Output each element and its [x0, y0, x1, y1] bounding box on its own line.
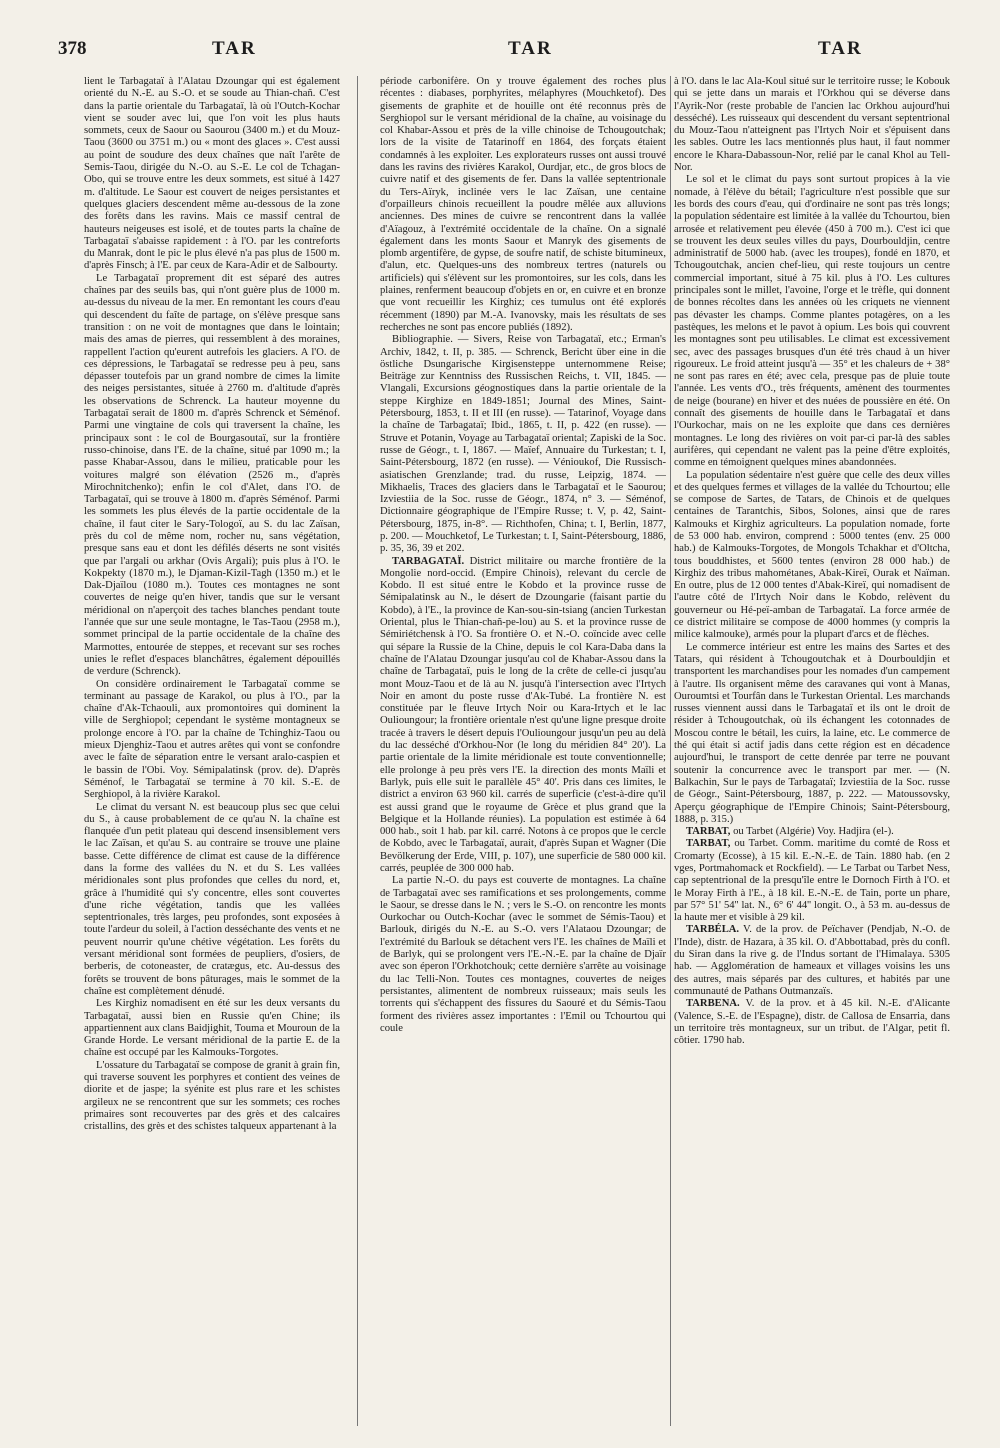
running-head-center: TAR [508, 38, 553, 59]
entry-headword: TARBENA. [686, 998, 740, 1010]
paragraph-text: L'ossature du Tarbagataï se compose de granit à grain fin, qui traverse souvent les porphyres et contient des veines de diorite et de jaspe; la syénite est plus rare et les schistes argileux ne se rencontrent que sur les sommets; ces roches primaires sont recouvertes par des grès et des calcaires cristallins, des grès et des schistes talqueux appartenant à la [84, 1059, 340, 1133]
paragraph [84, 76, 340, 273]
paragraph [380, 76, 666, 334]
paragraph-text: Le commerce intérieur est entre les mains des Sartes et des Tatars, qui résident à Tchougoutchak et à Dourbouldjin et transportent les marchandises pour les nomades d'un campement à l'autre. Ils organisent même des caravanes qui vont à Manas, Ouroumtsi et Tourfân dans le Turkestan Oriental. Les marchands russes viennent aussi dans le Tarbagataï et ils ont le droit de résider à Tchougoutchak, où ils échangent les cotonnades de Moscou contre le bétail, les cuirs, la laine, etc. Le commerce de thé qui était si actif jadis dans cette région est en décadence aujourd'hui, le transport de cette denrée par terre ne pouvant soutenir la concurrence avec le transport par mer. — (N. Balkachin, Sur le pays de Tarbagataï; Izviestiia de la Soc. russe de Géogr., Saint-Pétersbourg, 1887, p. 222. — Matoussovsky, Aperçu géographique de l'Empire Chinois; Saint-Pétersbourg, 1888, p. 315.) [674, 641, 950, 825]
paragraph-text: La partie N.-O. du pays est couverte de montagnes. La chaîne de Tarbagataï avec ses ramifications et ses prolongements, comme le Saour, se dresse dans le N. ; vers le S.-O. on rencontre les monts Ourkochar ou Outch-Kochar (avec le sommet de Sémis-Taou) et Barlouk, dirigés du N.-E. au S.-O. vers l'Alataou Dzoungar; de l'extrémité du Barlouk se détachent vers l'E. les chaînes de Maïli et de Barlyk, qui se prolongent vers l'E.-N.-E. par la chaîne de Djaïr avec son éperon l'Orkhotchouk; cette dernière s'arrête au voisinage du lac Telli-Non. Toutes ces montagnes, couvertes de neiges persistantes, alimentent de nombreux ruisseaux; mais seuls les torrents qui s'échappent des fissures du Saouré et du Sémis-Taou forment des rivières assez importantes : l'Emil ou Tchourtou qui coule [380, 875, 666, 1034]
entry-headword: TARBAGATAÏ. [392, 555, 465, 567]
paragraph-text: La population sédentaire n'est guère que celle des deux villes et des quelques fermes et villages de la vallée du Tchourtou; elle se compose de Sartes, de Tatars, de Chinois et de quelques centaines de Tarantchis, Sibos, Solones, ainsi que de rares Kalmouks et Kirghiz agriculteurs. La population nomade, forte de 53 000 hab. environ, comprend : 5000 tentes (env. 25 000 hab.) de Kalmouks-Torgotes, de Mongols Tchakhar et d'Oltcha, tous bouddhistes, et 5600 tentes (environ 28 000 hab.) de Kirghiz des tribus mahométanes, Abak-Kireï, Ourak et Naïman. En outre, plus de 12 000 tentes d'Abak-Kireï, qui nomadisent de l'autre côté de l'Irtych Noir dans le Kobdo, relèvent du gouverneur ou Hé-peï-amban de Tarbagataï. La force armée de ce district militaire se compose de 4000 hommes (y compris la milice kalmouke), armés pour la plupart d'arcs et de flèches. [674, 469, 950, 641]
page-header [0, 38, 1000, 68]
paragraph-text: Le climat du versant N. est beaucoup plus sec que celui du S., à cause probablement de ce qu'au N. la chaîne est flanquée d'un petit plateau qui descend insensiblement vers le lac Zaïsan, et qu'au S. au contraire se trouve une plaine basse. Cette différence de climat est cause de la différence dans la forme des vallées du N. et du S. Les vallées méridionales sont plus profondes que celles du nord, et, grâce à l'humidité qui s'y concentre, elles sont couvertes d'une riche végétation, tandis que les vallées septentrionales, très larges, peu profondes, sont exposées à toute l'ardeur du soleil, à l'action desséchante des vents et ne peuvent nourrir qu'une chétive végétation. Les forêts du versant méridional sont formées de peupliers, d'osiers, de berberis, de cotoneaster, de cratægus, etc. Au-dessus des forêts se trouvent de bons pâturages, mais le sommet de la chaîne est complètement dénudé. [84, 801, 340, 997]
paragraph [84, 1060, 340, 1134]
paragraph [674, 470, 950, 642]
text-column-2 [380, 76, 666, 1426]
paragraph-text: On considère ordinairement le Tarbagataï comme se terminant au passage de Karakol, ou plus à l'O., par la chaîne d'Ak-Tchaouli, aux promontoires qui dominent la ville de Serghiopol; cependant le système montagneux se prolonge encore à l'O. par la chaîne de Tchinghiz-Taou ou mieux Djenghiz-Taou et autres arêtes qui vont se confondre avec le faîte de séparation entre le versant aralo-caspien et le bassin de l'Obi. Voy. Sémipalatinsk (prov. de). D'après Séménof, le Tarbagataï se termine à 70 kil. S.-E. de Serghiopol, à la rivière Karakol. [84, 678, 340, 801]
entry-headword: TARBÉLA. [686, 924, 740, 936]
paragraph-text: période carbonifère. On y trouve également des roches plus récentes : diabases, porphyrites, mélaphyres (Mouchketof). Des gisements de graphite et de houille ont été reconnus près de Serghiopol sur le versant méridional de la chaîne, au voisinage du col Khabar-Assou et près de la ville chinoise de Tchougoutchak; lors de la visite de Tatarinoff en 1864, des forçats étaient condamnés à les exploiter. Les explorateurs russes ont aussi trouvé dans les ravins des rivières Karakol, Ourdjar, etc., de gros blocs de cuivre natif et des gisements de fer. Dans la vallée septentrionale du Ters-Aïryk, inclinée vers le lac Zaïsan, une centaine d'orpailleurs chinois recueillent la poudre mêlée aux alluvions anciennes. Des mines de cuivre se rencontrent dans la vallée d'Aïagouz, à l'extrémité occidentale de la chaîne. On a signalé également dans les monts Saour et Manryk des gisements de plomb argentifère, de gypse, de soufre natif, de schiste bitumineux, d'alun, etc. Quelques-uns des nombreux tertres (naturels ou artificiels) qui s'élèvent sur les promontoires, sur les cols, dans les plaines, renferment beaucoup d'objets en or, en cuivre et en bronze que vont recueillir les Kirghiz; ces tumulus ont été explorés récemment (1890) par M.-A. Ivanovsky, mais les résultats de ses recherches ne sont pas encore publiés (1892). [380, 76, 666, 333]
dictionary-entry [674, 924, 950, 998]
paragraph-text: Les Kirghiz nomadisent en été sur les deux versants du Tarbagataï, aussi bien en Russie qu'en Chine; ils appartiennent aux clans Baidjighit, Touma et Mouroun de la Grande Horde. Le versant méridional de la partie E. de la chaîne est occupé par les Kalmouks-Torgotes. [84, 998, 340, 1059]
paragraph [84, 273, 340, 679]
dictionary-entry [674, 838, 950, 924]
paragraph-text: ou Tarbet. Comm. maritime du comté de Ross et Cromarty (Ecosse), à 15 kil. E.-N.-E. de Tain. 1880 hab. (en 2 vges, Portmahomack et Rockfield). — Le Tarbat ou Tarbet Ness, cap septentrional de la presqu'île entre le Dornoch Firth à l'O. et le Moray Firth à l'E., à 18 kil. E.-N.-E. de Tain, porte un phare, par 57° 51' 54'' lat. N., 6° 6' 44'' longit. O., à 53 m. au-dessus de la haute mer et visible à 29 kil. [674, 838, 950, 924]
entry-headword: TARBAT, [686, 826, 731, 838]
paragraph-text: ou Tarbet (Algérie) Voy. Hadjira (el-). [730, 826, 894, 838]
paragraph [674, 174, 950, 469]
column-divider [670, 76, 671, 1426]
paragraph [84, 998, 340, 1059]
paragraph [380, 334, 666, 555]
paragraph-text: Bibliographie. — Sivers, Reise von Tarbagataï, etc.; Erman's Archiv, 1842, t. II, p. 385. — Schrenck, Bericht über eine in die östliche Dsungarische Kirgisensteppe unternommene Reise; Beiträge zur Kenntniss des Russischen Reichs, t. VII, 1845. — Vlangali, Excursions géognostiques dans la partie orientale de la steppe Kirghize en 1849-1851; Journal des Mines, Saint-Pétersbourg, 1853, t. II et III (en russe). — Tatarinof, Voyage dans la chaîne de Tarbagataï; Ibid., 1865, t. II, p. 422 (en russe). — Struve et Potanin, Voyage au Tarbagataï oriental; Zapiski de la Soc. russe de Géogr., t. I, 1867. — Maïef, Annuaire du Turkestan; t. I, Saint-Pétersbourg, 1872 (en russe). — Vénioukof, Die Russisch-asiatischen Grenzlande; trad. du russe, Leipzig, 1874. — Mikhaelis, Traces des glaciers dans le Tarbagataï et le Saourou; Izviestiia de la Soc. russe de Géogr., 1874, n° 3. — Séménof, Dictionnaire géographique de l'Empire Russe; t. V, p. 42, Saint-Pétersbourg, 1875, in-8°. — Richthofen, China; t. I, Berlin, 1877, p. 200. — Mouchketof, Le Turkestan; t. I, Saint-Pétersbourg, 1886, p. 35, 36, 39 et 202. [380, 334, 666, 555]
dictionary-entry [674, 826, 950, 838]
paragraph [84, 679, 340, 802]
paragraph [380, 875, 666, 1035]
page-number: 378 [58, 38, 87, 59]
text-column-1 [84, 76, 340, 1426]
paragraph [674, 76, 950, 174]
paragraph-text: Le Tarbagataï proprement dit est séparé des autres chaînes par des seuils bas, qui n'ont guère plus de 1000 m. au-dessus du niveau de la mer. En remontant les cours d'eau qui descendent du faîte de partage, on s'élève presque sans transition : on ne voit de montagnes que dans le lointain; mais des amas de pierres, qui ressemblent à des moraines, rappellent l'action qu'eurent autrefois les glaciers. A l'O. de ces dépressions, le Tarbagataï se redresse peu à peu, sans dépasser toutefois par un grand nombre de cimes la limite des neiges persistantes, située à 2760 m. d'altitude d'après les observations de Schrenck. La hauteur moyenne du Tarbagataï serait de 1800 m. d'après Schrenck et Séménof. Parmi une vingtaine de cols qui traversent la chaîne, les principaux sont : le col de Bourgasoutaï, sur la frontière russo-chinoise, dans l'E. de la chaîne, situé par 1090 m.; la passe Khabar-Assou, dans le milieu, praticable pour les voitures malgré son élévation (2526 m., d'après Mirochnitchenko); enfin le col d'Alet, dans l'O. de Tarbagataï, qui se trouve à 1800 m. d'après Séménof. Parmi les sommets les plus élevés de la partie occidentale de la chaîne, il faut citer le Sary-Tologoï, au S. du lac Zaïsan, près du col de même nom, rocher nu, sans végétation, presque sans eau et dont les défilés déserts ne sont visités que par l'argali ou arkhar (Ovis Argali); puis plus à l'O. le Kokpekty (1870 m.), le Djaman-Kizil-Tagh (1350 m.) et le Dak-Djaïlou (1080 m.). Toutes ces montagnes ne sont couvertes de neige qu'en hiver, tandis que sur le versant méridional on n'aperçoit des taches blanches pendant toute l'année que sur une seule montagne, le Tas-Taou (2958 m.), sommet principal de la partie occidentale de la chaîne des Marmottes, entourée de steppes, et recevant sur ses roches unies le reflet d'espaces blanchâtres, également dépouillés de verdure (Schrenck). [84, 272, 340, 678]
dictionary-entry [674, 998, 950, 1047]
paragraph-text: à l'O. dans le lac Ala-Koul situé sur le territoire russe; le Kobouk qui se jette dans un marais et l'Orkhou qui se déverse dans l'Ayrik-Nor (reste probable de l'ancien lac Orkhou aujourd'hui desséché). Les ruisseaux qui descendent du versant septentrional du Mouz-Taou n'atteignent pas l'Irtych Noir et s'épuisent dans les sables. Outre les lacs mentionnés plus haut, il faut nommer encore le Khara-Dabassoun-Nor, relié par le canal Khol au Tell-Nor. [674, 76, 950, 174]
text-column-3 [674, 76, 950, 1426]
column-divider [357, 76, 358, 1426]
dictionary-entry [380, 556, 666, 876]
running-head-left: TAR [212, 38, 257, 59]
paragraph-text: V. de la prov. de Peïchaver (Pendjab, N.-O. de l'Inde), distr. de Hazara, à 35 kil. O. d'Abbottabad, près du confl. du Siran dans la rive g. de l'Indus sortant de l'Himalaya. 5305 hab. — Agglomération de hameaux et villages voisins les uns des autres, mais séparés par des cultures, et habités par une communauté de Pathans Outmanzaïs. [674, 924, 950, 997]
entry-headword: TARBAT, [686, 838, 731, 850]
running-head-right: TAR [818, 38, 863, 59]
paragraph-text: Le sol et le climat du pays sont surtout propices à la vie nomade, à l'élève du bétail; l'agriculture n'est possible que sur les bords des cours d'eau, qui d'ordinaire ne sont pas très longs; la population sédentaire est limitée à la vallée du Tchourtou, bien arrosée et relativement peu élevée (450 à 700 m.). C'est ici que se trouvent les deux seules villes du pays, Dourbouldjin, centre administratif de 5000 hab. (avec les troupes), fondé en 1870, et Tchougoutchak, ancien chef-lieu, qui reste toujours un centre commercial important, situé à 75 kil. plus à l'O. Les cultures principales sont le millet, l'avoine, l'orge et le trèfle, qui donnent de bonnes récoltes dans les années où les criquets ne viennent pas dévaster les champs. Comme plantes potagères, on a les pastèques, les melons et le pavot à opium. Les bois qui couvrent les montagnes sont peu utilisables. Le climat est excessivement sec, avec des passages brusques d'un été très chaud à un hiver rigoureux. Le froid atteint jusqu'à — 35° et les chaleurs de + 38° ne sont pas rares en été; avec cela, presque pas de pluie toute l'année. Les vents d'O., très fréquents, amènent des tourmentes de neige (bourane) en hiver et des nuées de poussière en été. On connaît des gisements de houille dans le Tarbagataï et dans l'Ourkochar, mais on ne les exploite que dans ces dernières montagnes. Le long des rivières on voit par-ci par-là des sables aurifères, qui cependant ne valent pas la peine d'être exploités, comme en témoignent quelques mines abandonnées. [674, 174, 950, 469]
paragraph-text: lient le Tarbagataï à l'Alatau Dzoungar qui est également orienté du N.-E. au S.-O. et se soude au Thian-chañ. C'est dans la partie orientale du Tarbagataï, là où l'Outch-Kochar vient se souder avec lui, que l'on voit les plus hauts sommets, ceux de Saour ou Saourou (3400 m.) et du Mouz-Taou (3600 ou 3751 m.) ou « mont des glaces ». C'est aussi au point de soudure des deux chaînes que naît l'arête de Semis-Taou, dirigée du N.-O. au S.-E. Le col de Tchagan-Obo, qui se trouve entre les deux sommets, est situé à 1427 m. d'altitude. Le Saour est couvert de neiges persistantes et quelques glaciers descendent même au-dessous de la zone des forêts dans les ravins. Mais ce massif central de hauteurs neigeuses est isolé, et de toutes parts la chaîne de Tarbagataï s'abaisse rapidement : à l'O. par les contreforts du Manrak, dont le pic le plus élevé n'a pas plus de 1500 m. d'après Finsch; à l'E. par ceux de Kara-Adir et de Salbourty. [84, 76, 340, 272]
paragraph-text: District militaire ou marche frontière de la Mongolie nord-occid. (Empire Chinois), relevant du cercle de Kobdo. Il est situé entre le Kobdo et la province russe de Sémipalatinsk au N., le désert de Dzoungarie (faisant partie du Kobdo), à l'E., la province de Kan-sou-sin-tsiang (ancien Turkestan Oriental, plus le Thian-chañ-pe-lou) au S. et la province russe de Sémiriétchensk à l'O. Sa frontière O. et N.-O. coïncide avec celle qui sépare la Russie de la Chine, depuis le col Kara-Daba dans la chaîne de l'Alatau Dzoungar jusqu'au col de Khabar-Assou dans la chaîne de Tarbagataï, puis le long de la crête de celle-ci jusqu'au mont Mouz-Taou et de là au N. jusqu'à l'intersection avec l'Irtych Noir en amont du poste russe d'Ak-Tubé. La frontière N. est constituée par le fleuve Irtych Noir ou Kara-Irtych et le lac Oulioungour; la frontière orientale n'est qu'une ligne presque droite tracée à travers le désert depuis l'Oulioungour jusqu'un peu au delà du lac desséché d'Orkhou-Nor (le long du méridien 84° 20'). La partie orientale de la limite méridionale est toute conventionnelle; elle prolonge à peu près vers l'E. la direction des monts Maïli et Barlyk, puis elle suit le parallèle 45° 40'. Pris dans ces limites, le district a environ 63 960 kil. carrés de superficie (c'est-à-dire qu'il est aussi grand que le royaume de Grèce et plus grand que la Belgique et la Hollande réunies). La population est estimée à 64 000 hab., soit 1 hab. par kil. carré. Notons à ce propos que le cercle de Kobdo, avec le Tarbagataï, aurait, d'après Supan et Wagner (Die Bevölkerung der Erde, VIII, p. 107), une superficie de 580 000 kil. carrés, peuplée de 300 000 hab. [380, 555, 666, 874]
paragraph [674, 642, 950, 826]
paragraph [84, 802, 340, 999]
paragraph-text: V. de la prov. et à 45 kil. N.-E. d'Alicante (Valence, S.-E. de l'Espagne), distr. de Callosa de Ensarria, dans un territoire très montagneux, sur un tribut. de l'Algar, petit fl. côtier. 1790 hab. [674, 998, 950, 1047]
